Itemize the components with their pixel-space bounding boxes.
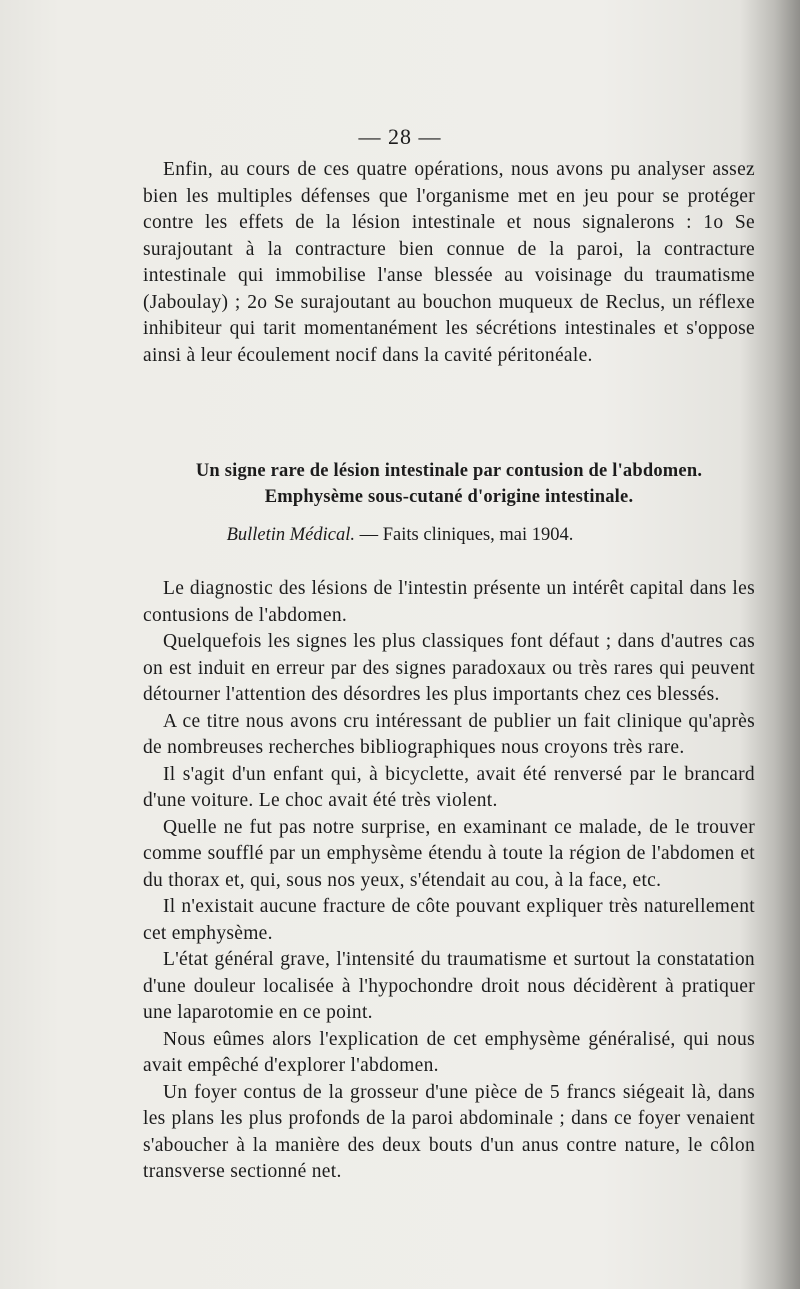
article-heading xyxy=(143,458,755,510)
heading-line-2: Emphysème sous-cutané d'origine intestinale. xyxy=(264,487,634,507)
page-number: — 28 — xyxy=(358,124,442,149)
article-body xyxy=(143,576,755,1186)
citation-journal: Bulletin Médical. xyxy=(226,525,356,545)
body-paragraph: Il n'existait aucune fracture de côte pouvant expliquer très naturellement cet emphysème. xyxy=(143,896,755,944)
body-paragraph: Quelquefois les signes les plus classiques font défaut ; dans d'autres cas on est induit en erreur par des signes paradoxaux ou très rares qui peuvent détourner l'attention des désordres les plus importants chez ces blessés. xyxy=(143,631,755,705)
body-paragraph: Il s'agit d'un enfant qui, à bicyclette, avait été renversé par le brancard d'une voiture. Le choc avait été très violent. xyxy=(143,763,755,811)
heading-line-1: Un signe rare de lésion intestinale par contusion de l'abdomen. xyxy=(195,461,703,481)
body-paragraph: Nous eûmes alors l'explication de cet emphysème généralisé, qui nous avait empêché d'explorer l'abdomen. xyxy=(143,1028,755,1076)
body-paragraph: Quelle ne fut pas notre surprise, en examinant ce malade, de le trouver comme soufflé par un emphysème étendu à toute la région de l'abdomen et du thorax et, qui, sous nos yeux, s'étendait au cou, à la face, etc. xyxy=(143,816,755,891)
body-paragraph: Le diagnostic des lésions de l'intestin présente un intérêt capital dans les contusions de l'abdomen. xyxy=(143,578,755,626)
citation-details: — Faits cliniques, mai 1904. xyxy=(355,525,574,545)
body-paragraph: A ce titre nous avons cru intéressant de publier un fait clinique qu'après de nombreuses recherches bibliographiques nous croyons très rare. xyxy=(143,710,755,758)
intro-paragraph: Enfin, au cours de ces quatre opérations, nous avons pu analyser assez bien les multiples défenses que l'organisme met en jeu pour se protéger contre les effets de la lésion intestinale et nous signalerons : 1o Se surajoutant à la contracture bien connue de la paroi, la contracture intestinale qui immobilise l'anse blessée au voisinage du traumatisme (Jaboulay) ; 2o Se surajoutant au bouchon muqueux de Reclus, un réflexe inhibiteur qui tarit momentanément les sécrétions intestinales et s'oppose ainsi à leur écoulement nocif dans la cavité péritonéale. xyxy=(143,159,755,366)
body-paragraph: L'état général grave, l'intensité du traumatisme et surtout la constatation d'une douleur localisée à l'hypochondre droit nous décidèrent à pratiquer une laparotomie en ce point. xyxy=(143,949,755,1023)
citation xyxy=(0,525,800,546)
intro-section xyxy=(143,157,755,369)
body-paragraph: Un foyer contus de la grosseur d'une pièce de 5 francs siégeait là, dans les plans les plus profonds de la paroi abdominale ; dans ce foyer venaient s'aboucher à la manière des deux bouts d'un anus contre nature, le côlon transverse sectionné net. xyxy=(143,1081,755,1182)
